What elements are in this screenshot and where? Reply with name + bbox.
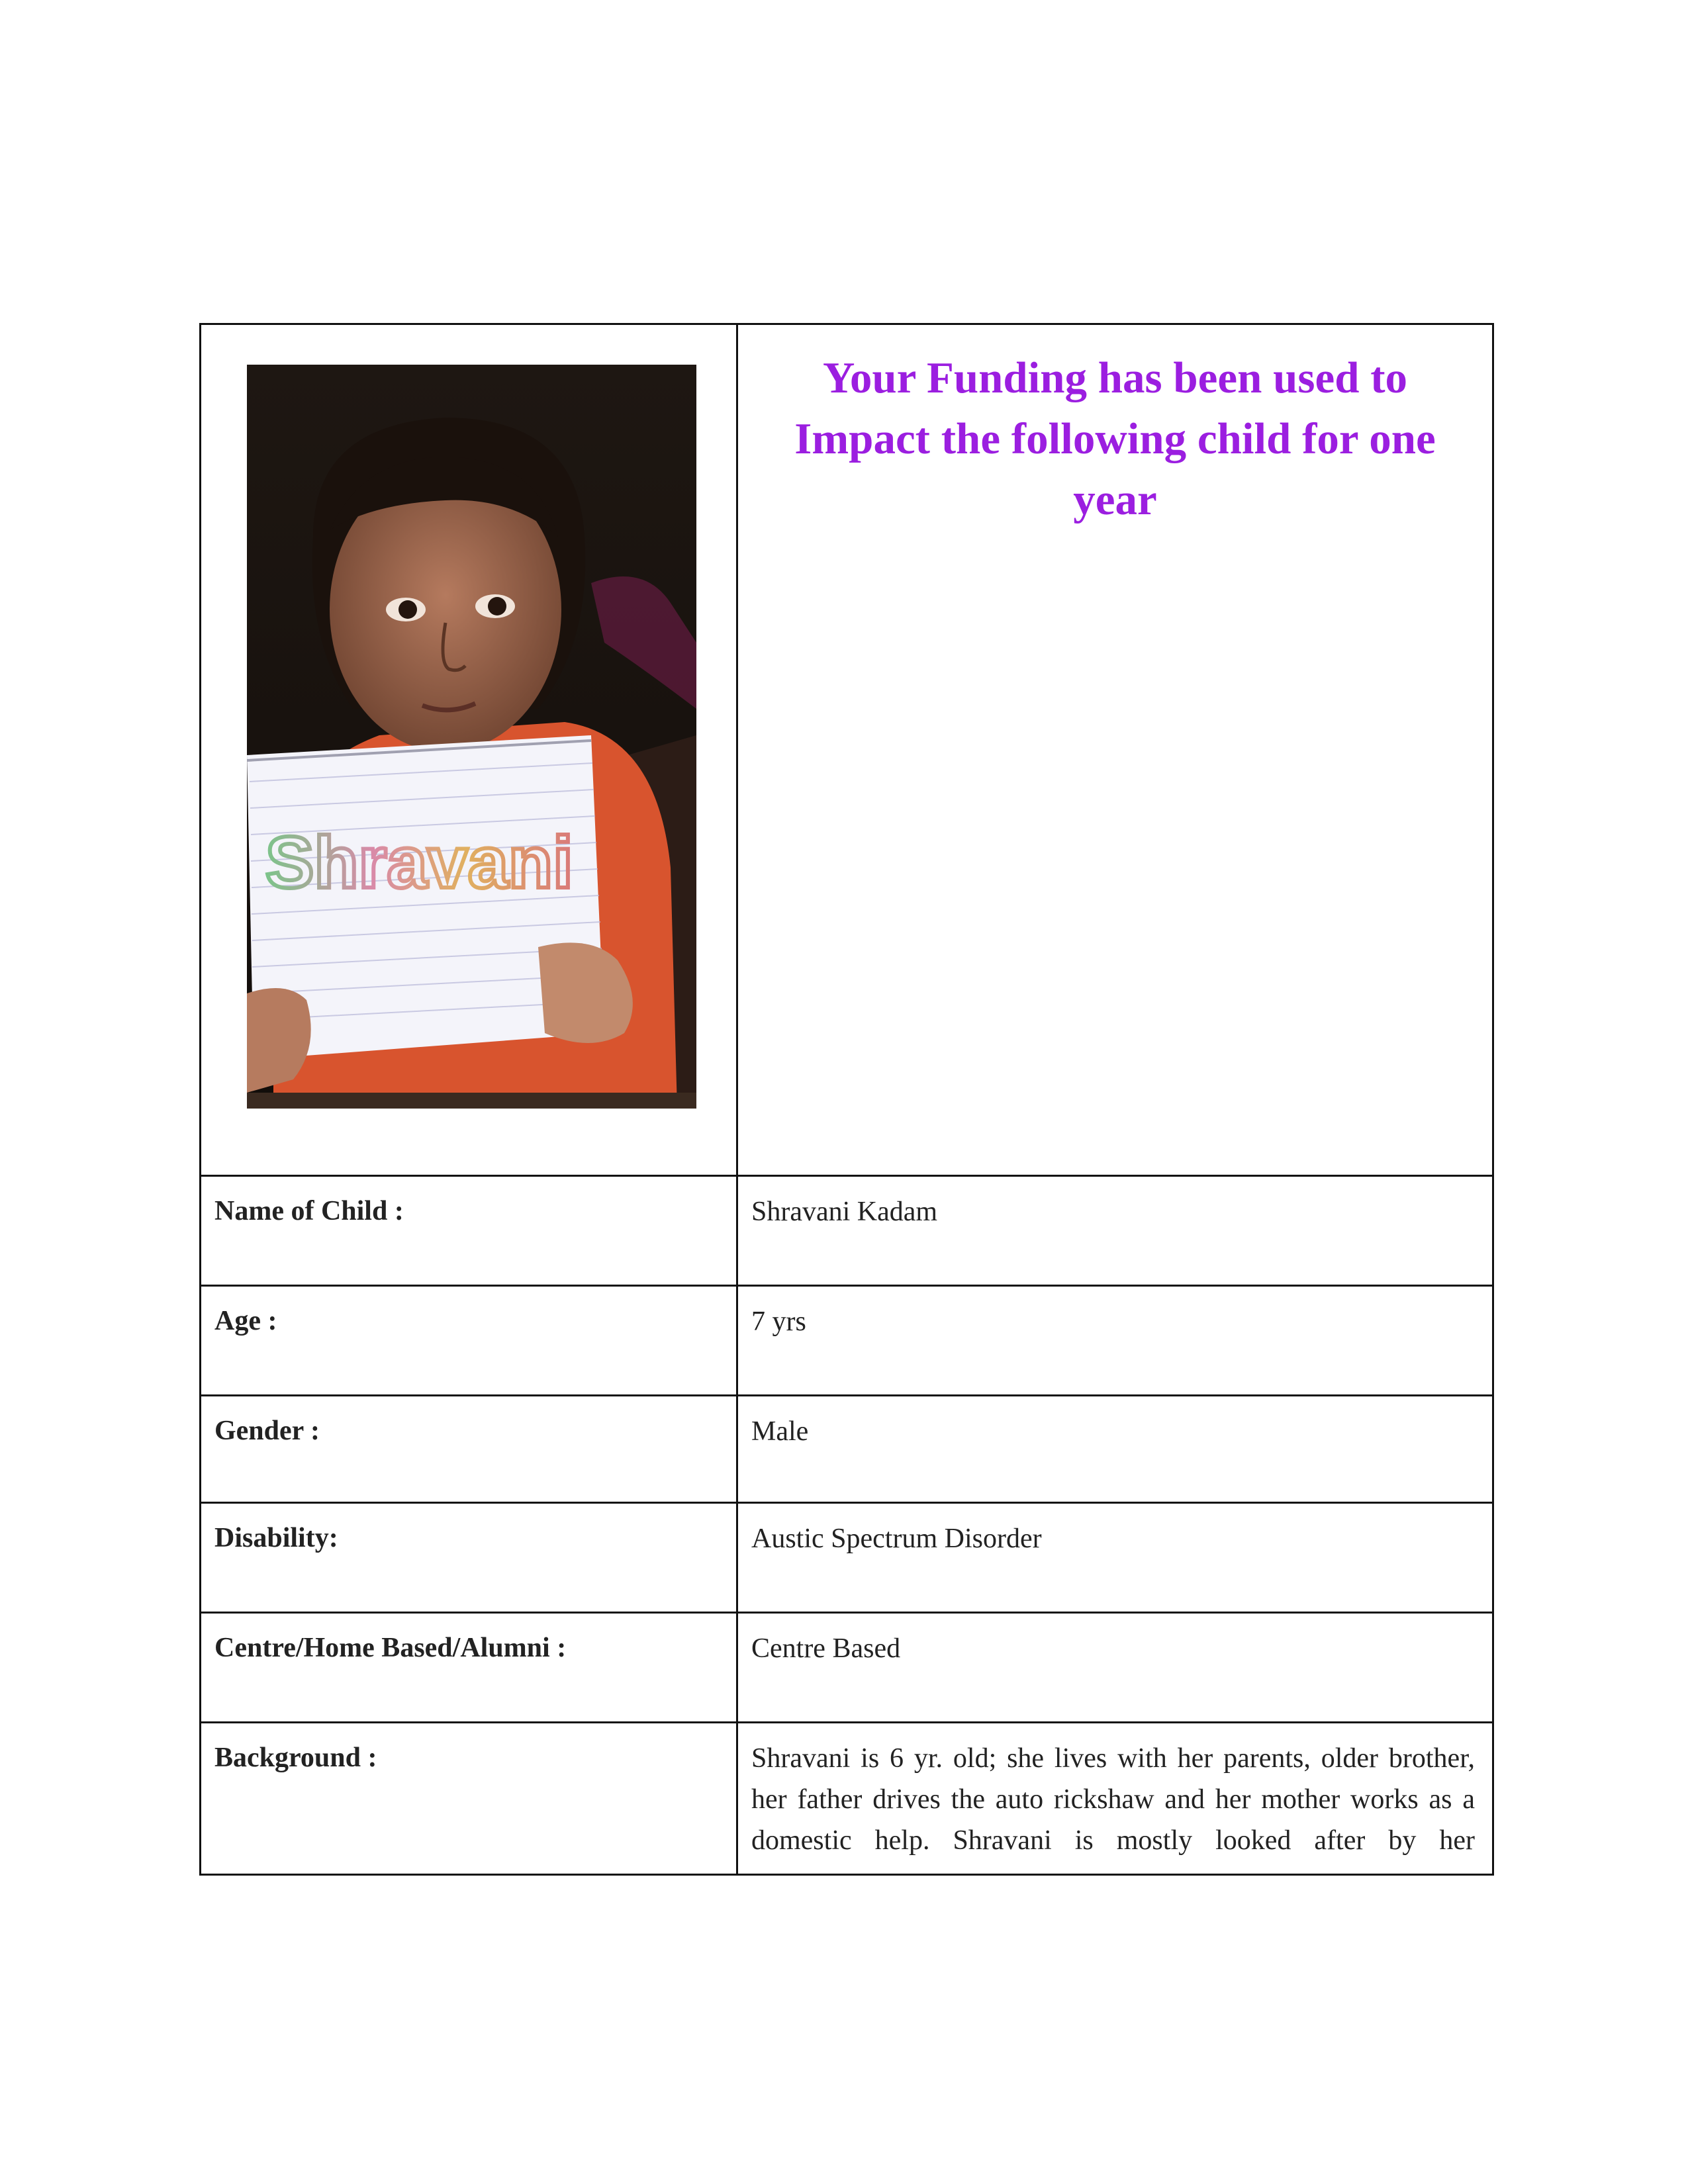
background-label: Background : [201, 1723, 737, 1875]
table-row [201, 1723, 1493, 1875]
centre-type-label: Centre/Home Based/Alumni : [201, 1613, 737, 1723]
centre-type-value: Centre Based [737, 1613, 1493, 1723]
table-row [201, 1613, 1493, 1723]
table-row [201, 1396, 1493, 1503]
age-label: Age : [201, 1286, 737, 1396]
gender-value: Male [737, 1396, 1493, 1503]
table-row [201, 1176, 1493, 1286]
name-label: Name of Child : [201, 1176, 737, 1286]
background-value: Shravani is 6 yr. old; she lives with her parents, older brother, her father drives the auto rickshaw and her mother works as a domestic help. Shravani is mostly looked after by her [751, 1743, 1475, 1856]
child-profile-table [199, 323, 1494, 1876]
age-value: 7 yrs [737, 1286, 1493, 1396]
profile-header-row [201, 324, 1493, 1176]
child-photo [247, 365, 696, 1109]
funding-headline: Your Funding has been used to Impact the following child for one year [794, 353, 1436, 524]
table-row [201, 1286, 1493, 1396]
photo-cell [201, 324, 737, 1176]
table-row [201, 1503, 1493, 1613]
background-cell [737, 1723, 1493, 1875]
disability-label: Disability: [201, 1503, 737, 1613]
headline-cell [737, 324, 1493, 1176]
name-value: Shravani Kadam [737, 1176, 1493, 1286]
disability-value: Austic Spectrum Disorder [737, 1503, 1493, 1613]
photo-sign-text: Shravani [265, 822, 573, 903]
gender-label: Gender : [201, 1396, 737, 1503]
